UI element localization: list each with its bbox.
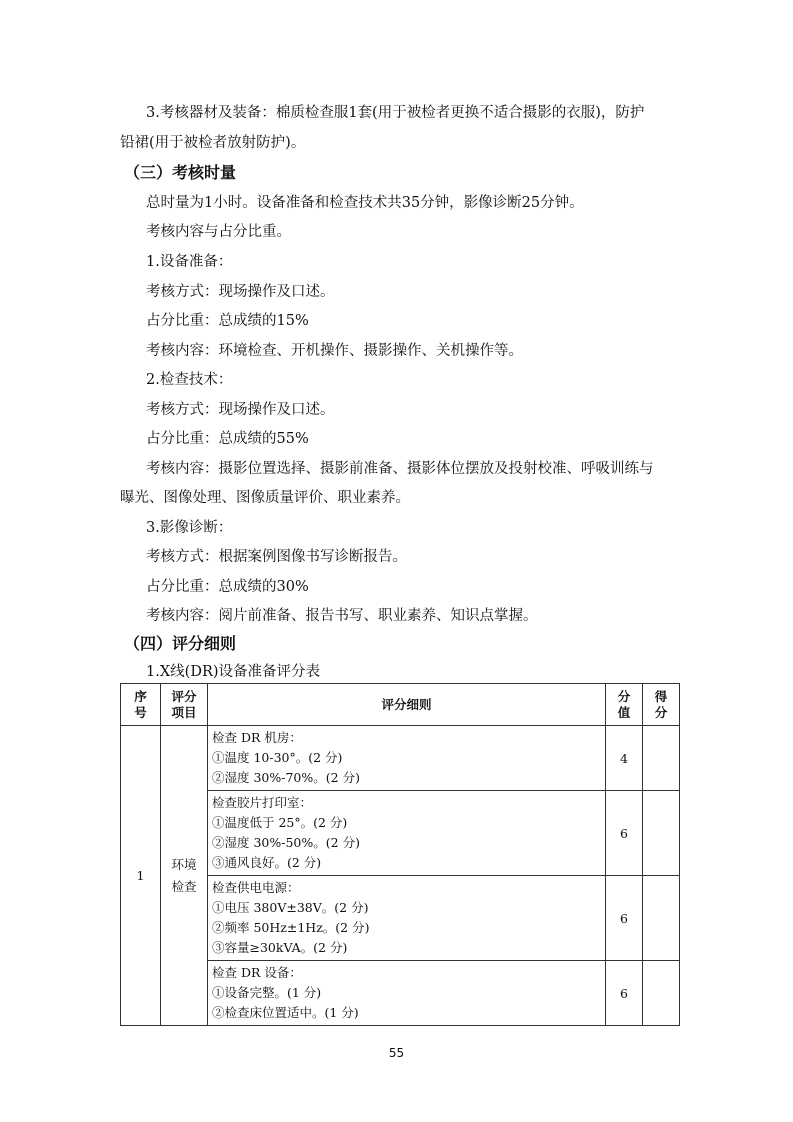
detail-cell <box>208 791 606 876</box>
header-got <box>643 684 680 726</box>
detail-line: 检查 DR 设备： <box>212 965 302 980</box>
detail-line: ③容量≥30kVA。(2 分) <box>212 940 348 955</box>
exam-tech-content-2: 曝光、图像处理、图像质量评价、职业素养。 <box>120 490 410 506</box>
detail-line: 检查供电电源： <box>212 880 300 895</box>
header-got-line-1: 得 <box>654 688 668 704</box>
detail-line: ①温度 10-30°。(2 分) <box>212 750 343 765</box>
header-seq-line-1: 序 <box>134 688 147 704</box>
exam-tech-heading: 2.检查技术： <box>146 372 233 388</box>
header-item-line-2: 项目 <box>171 704 197 720</box>
exam-tech-content-1: 考核内容：摄影位置选择、摄影前准备、摄影体位摆放及投射校准、呼吸训练与 <box>146 461 654 477</box>
table-row <box>121 726 680 791</box>
header-score-line-1: 分 <box>617 688 631 704</box>
got-cell <box>643 726 680 791</box>
detail-line: ③通风良好。(2 分) <box>212 855 322 870</box>
equipment-line-1: 3.考核器材及装备：棉质检查服1套(用于被检者更换不适合摄影的衣服)，防护 <box>146 105 645 121</box>
section-heading-scoring: （四）评分细则 <box>124 634 237 653</box>
header-item-line-1: 评分 <box>171 688 197 704</box>
header-score-line-2: 值 <box>617 704 631 720</box>
exam-tech-weight: 占分比重：总成绩的55% <box>146 431 309 447</box>
diagnosis-weight: 占分比重：总成绩的30% <box>146 579 309 595</box>
table-header-row <box>121 684 680 726</box>
equipment-line-2: 铅裙(用于被检者放射防护)。 <box>120 135 306 151</box>
detail-line: 检查胶片打印室： <box>212 795 313 810</box>
total-time-line: 总时量为1小时。设备准备和检查技术共35分钟，影像诊断25分钟。 <box>146 195 584 211</box>
detail-cell <box>208 876 606 961</box>
score-cell: 6 <box>606 791 643 876</box>
diagnosis-method: 考核方式：根据案例图像书写诊断报告。 <box>146 549 407 565</box>
exam-tech-method: 考核方式：现场操作及口述。 <box>146 402 335 418</box>
got-cell <box>643 876 680 961</box>
detail-line: 检查 DR 机房： <box>212 730 302 745</box>
table-caption: 1.X线(DR)设备准备评分表 <box>146 664 321 680</box>
got-cell <box>643 961 680 1026</box>
header-score <box>606 684 643 726</box>
score-cell: 4 <box>606 726 643 791</box>
item-cell <box>161 726 208 1026</box>
scoring-table <box>120 683 680 1026</box>
item-line-2: 检查 <box>171 878 197 894</box>
diagnosis-content: 考核内容：阅片前准备、报告书写、职业素养、知识点掌握。 <box>146 608 538 624</box>
header-detail: 评分细则 <box>208 684 606 726</box>
header-item <box>161 684 208 726</box>
header-got-line-2: 分 <box>654 704 668 720</box>
detail-line: ①设备完整。(1 分) <box>212 985 322 1000</box>
detail-line: ②湿度 30%-70%。(2 分) <box>212 770 360 785</box>
detail-line: ②湿度 30%-50%。(2 分) <box>212 835 360 850</box>
device-prep-method: 考核方式：现场操作及口述。 <box>146 284 335 300</box>
score-cell: 6 <box>606 876 643 961</box>
header-seq-line-2: 号 <box>134 704 147 720</box>
detail-line: ②频率 50Hz±1Hz。(2 分) <box>212 920 370 935</box>
detail-line: ②检查床位置适中。(1 分) <box>212 1005 359 1020</box>
got-cell <box>643 791 680 876</box>
device-prep-weight: 占分比重：总成绩的15% <box>146 313 309 329</box>
page-number: 55 <box>388 1046 405 1060</box>
device-prep-content: 考核内容：环境检查、开机操作、摄影操作、关机操作等。 <box>146 343 523 359</box>
seq-cell: 1 <box>121 726 161 1026</box>
diagnosis-heading: 3.影像诊断： <box>146 520 233 536</box>
detail-cell <box>208 961 606 1026</box>
detail-cell <box>208 726 606 791</box>
item-line-1: 环境 <box>171 856 197 872</box>
detail-line: ①电压 380V±38V。(2 分) <box>212 900 369 915</box>
detail-line: ①温度低于 25°。(2 分) <box>212 815 348 830</box>
device-prep-heading: 1.设备准备： <box>146 254 233 270</box>
score-cell: 6 <box>606 961 643 1026</box>
content-weight-line: 考核内容与占分比重。 <box>146 224 291 240</box>
header-seq <box>121 684 161 726</box>
section-heading-time: （三）考核时量 <box>124 163 237 182</box>
